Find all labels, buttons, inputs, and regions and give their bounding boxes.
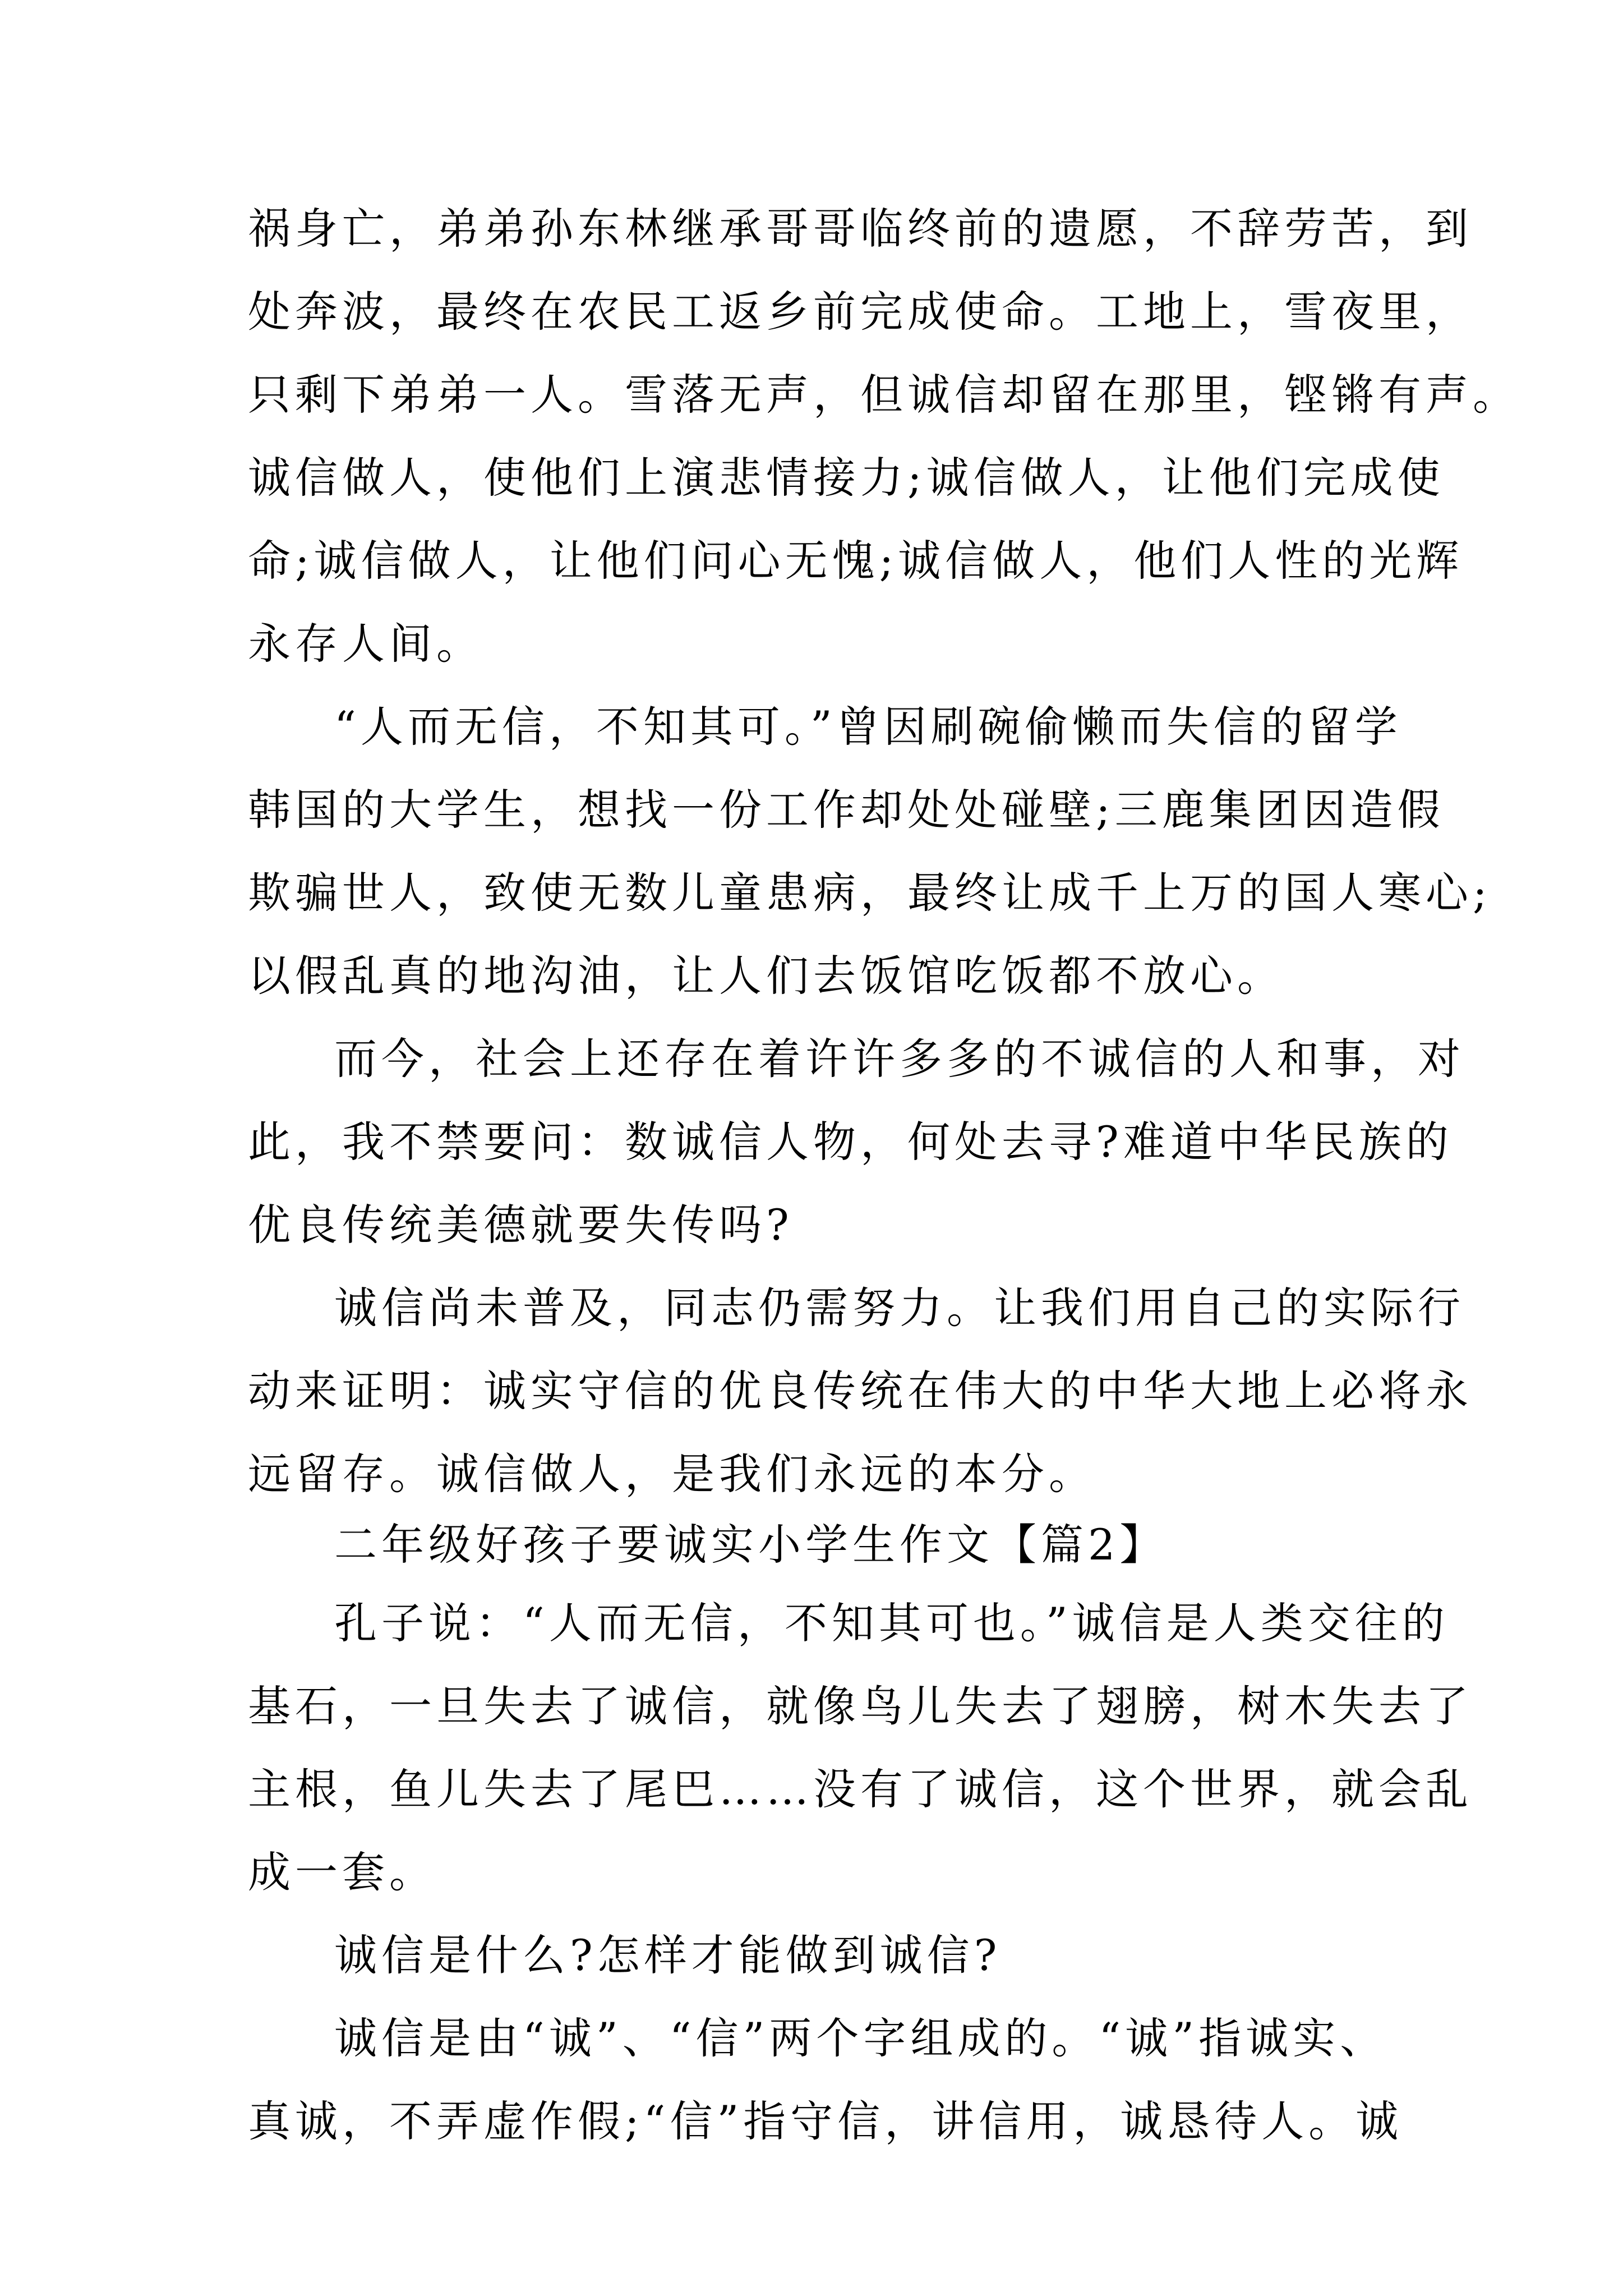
- text-line: 韩国的大学生，想找一份工作却处处碰壁;三鹿集团因造假: [248, 785, 1445, 835]
- paragraph-first-line: 诚信是由“诚”、“信”两个字组成的。“诚”指诚实、: [334, 2013, 1387, 2063]
- text-line: 命;诚信做人，让他们问心无愧;诚信做人，他们人性的光辉: [248, 536, 1464, 586]
- section-heading: 二年级好孩子要诚实小学生作文【篇2】: [334, 1520, 1167, 1570]
- text-line: 祸身亡，弟弟孙东林继承哥哥临终前的遗愿，不辞劳苦，到: [248, 204, 1473, 254]
- text-line: 优良传统美德就要失传吗?: [248, 1200, 794, 1250]
- paragraph-first-line: 孔子说：“人而无信，不知其可也。”诚信是人类交往的: [334, 1598, 1449, 1648]
- text-line: 永存人间。: [248, 619, 483, 669]
- text-line: 基石，一旦失去了诚信，就像鸟儿失去了翅膀，树木失去了: [248, 1681, 1473, 1731]
- text-line: 诚信做人，使他们上演悲情接力;诚信做人，让他们完成使: [248, 453, 1445, 503]
- paragraph-first-line: 诚信是什么?怎样才能做到诚信?: [334, 1930, 1002, 1980]
- text-line: 主根，鱼儿失去了尾巴……没有了诚信，这个世界，就会乱: [248, 1764, 1473, 1814]
- text-line: 此，我不禁要问：数诚信人物，何处去寻?难道中华民族的: [248, 1117, 1453, 1167]
- text-line: 成一套。: [248, 1847, 436, 1897]
- text-line: 只剩下弟弟一人。雪落无声，但诚信却留在那里，铿锵有声。: [248, 370, 1520, 420]
- paragraph-first-line: 诚信尚未普及，同志仍需努力。让我们用自己的实际行: [334, 1283, 1465, 1333]
- text-line: 动来证明：诚实守信的优良传统在伟大的中华大地上必将永: [248, 1366, 1473, 1416]
- text-line: 处奔波，最终在农民工返乡前完成使命。工地上，雪夜里，: [248, 287, 1473, 337]
- text-line: 远留存。诚信做人，是我们永远的本分。: [248, 1449, 1096, 1499]
- text-line: 欺骗世人，致使无数儿童患病，最终让成千上万的国人寒心;: [248, 868, 1492, 918]
- paragraph-first-line: “人而无信，不知其可。”曾因刷碗偷懒而失信的留学: [334, 702, 1402, 752]
- text-line: 以假乱真的地沟油，让人们去饭馆吃饭都不放心。: [248, 951, 1284, 1001]
- paragraph-first-line: 而今，社会上还存在着许许多多的不诚信的人和事，对: [334, 1034, 1465, 1084]
- text-line: 真诚，不弄虚作假;“信”指守信，讲信用，诚恳待人。诚: [248, 2096, 1403, 2146]
